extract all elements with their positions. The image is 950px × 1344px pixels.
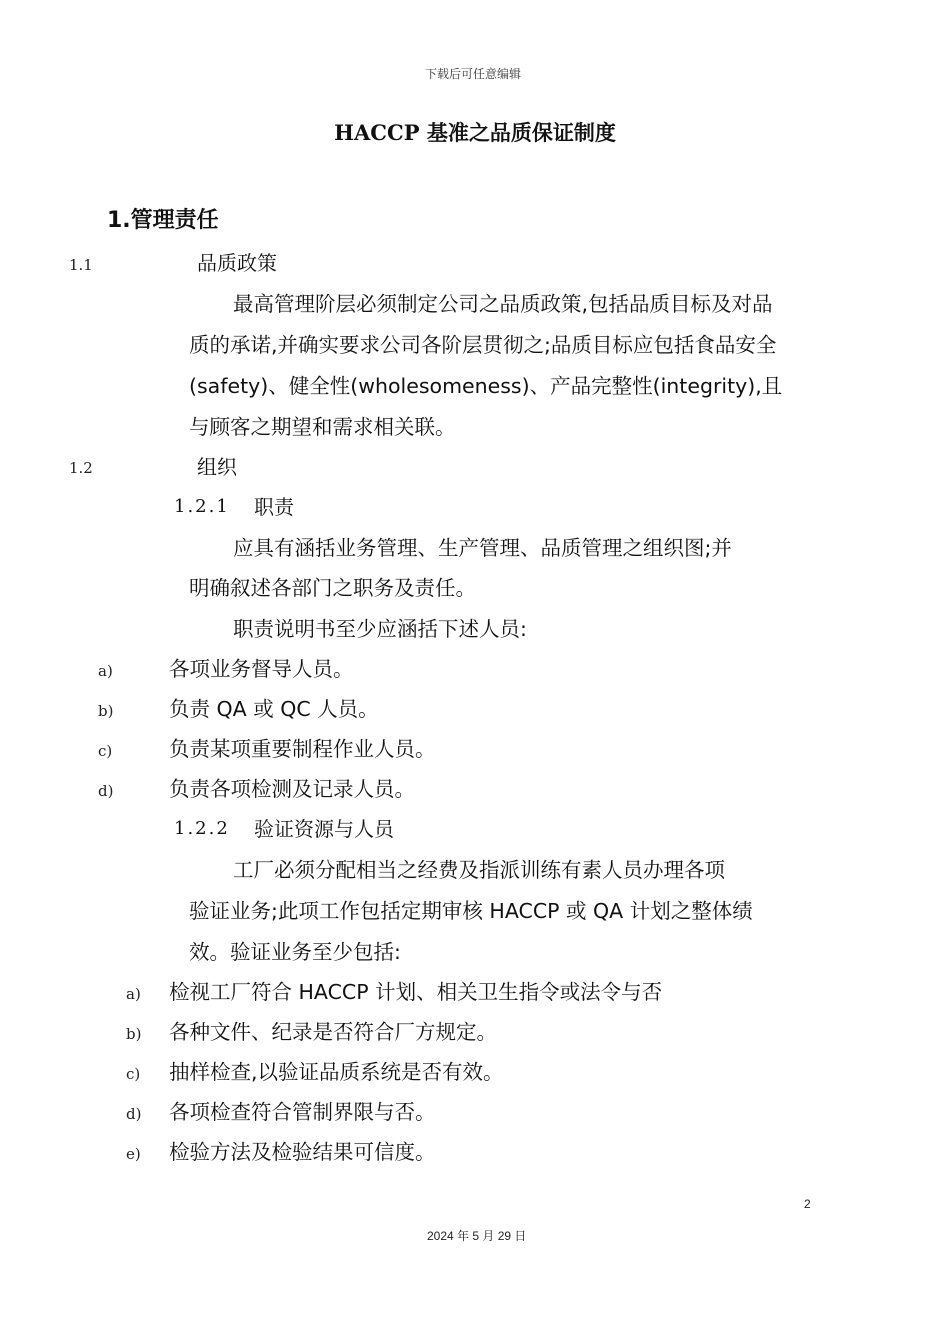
paragraph-line: 职责说明书至少应涵括下述人员:	[233, 617, 527, 641]
list-item: 各项业务督导人员。	[169, 657, 354, 681]
paragraph-line: 效。验证业务至少包括:	[189, 940, 401, 964]
section-heading: 1.管理责任	[107, 208, 219, 233]
paragraph-line: 与顾客之期望和需求相关联。	[189, 415, 456, 439]
list-item: 检视工厂符合 HACCP 计划、相关卫生指令或法令与否	[169, 980, 663, 1004]
list-marker: c)	[98, 742, 113, 760]
list-marker: b)	[126, 1025, 142, 1043]
list-item: 各种文件、纪录是否符合厂方规定。	[169, 1020, 497, 1044]
list-marker: a)	[98, 662, 113, 680]
paragraph-line: 工厂必须分配相当之经费及指派训练有素人员办理各项	[233, 858, 725, 882]
subsection-number: 1.2.1	[174, 496, 230, 517]
paragraph-line: 最高管理阶层必须制定公司之品质政策,包括品质目标及对品	[233, 292, 773, 316]
list-item: 负责 QA 或 QC 人员。	[169, 697, 379, 721]
subsection-title: 品质政策	[197, 251, 277, 275]
subsection-title: 职责	[254, 495, 294, 519]
list-item: 负责某项重要制程作业人员。	[169, 737, 436, 761]
paragraph-line: 质的承诺,并确实要求公司各阶层贯彻之;品质目标应包括食品安全	[189, 333, 777, 357]
paragraph-line: 验证业务;此项工作包括定期审核 HACCP 或 QA 计划之整体绩	[189, 899, 753, 923]
header-note: 下载后可任意编辑	[425, 67, 522, 81]
list-item: 检验方法及检验结果可信度。	[169, 1140, 436, 1164]
list-marker: d)	[126, 1105, 142, 1123]
list-item: 抽样检查,以验证品质系统是否有效。	[169, 1060, 504, 1084]
list-item: 负责各项检测及记录人员。	[169, 777, 415, 801]
list-item: 各项检查符合管制界限与否。	[169, 1100, 436, 1124]
section-number: 1.2	[69, 459, 93, 477]
footer-date: 2024 年 5 月 29 日	[427, 1229, 527, 1243]
document-title: HACCP 基准之品质保证制度	[334, 120, 616, 145]
list-marker: c)	[126, 1065, 141, 1083]
list-marker: b)	[98, 702, 114, 720]
paragraph-line: (safety)、健全性(wholesomeness)、产品完整性(integrity),且	[189, 374, 783, 398]
list-marker: e)	[126, 1145, 141, 1163]
subsection-number: 1.2.2	[174, 818, 230, 839]
list-marker: d)	[98, 782, 114, 800]
paragraph-line: 应具有涵括业务管理、生产管理、品质管理之组织图;并	[233, 536, 732, 560]
list-marker: a)	[126, 985, 141, 1003]
subsection-title: 验证资源与人员	[254, 817, 394, 841]
subsection-title: 组织	[197, 455, 237, 479]
page-number: 2	[804, 1197, 811, 1211]
paragraph-line: 明确叙述各部门之职务及责任。	[189, 576, 476, 600]
section-number: 1.1	[69, 256, 93, 274]
